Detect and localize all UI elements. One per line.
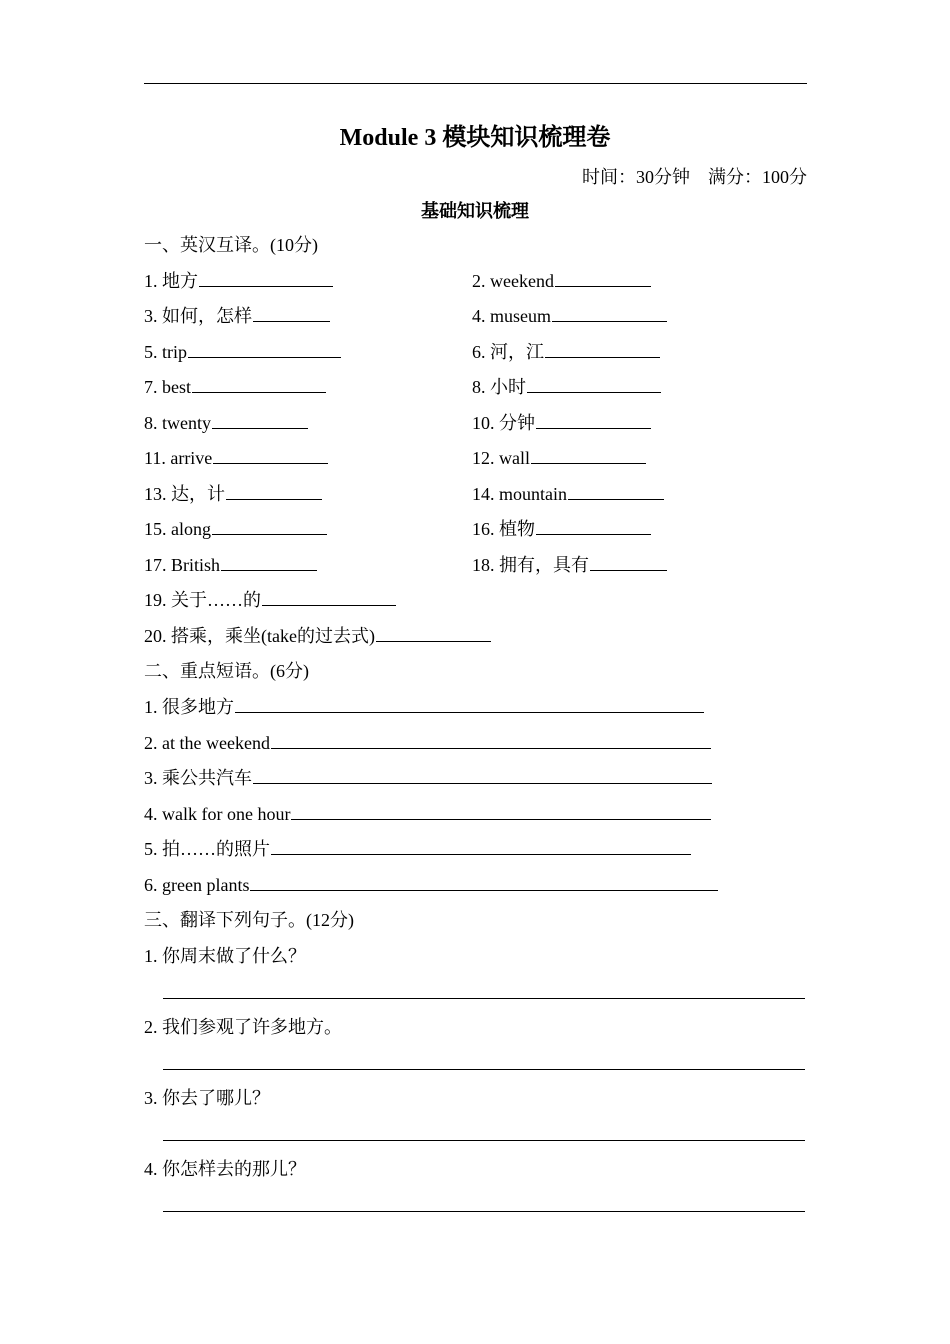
vocab-item: 14. mountain [472,481,664,507]
answer-blank[interactable] [568,498,664,500]
vocab-item: 13. 达，计 [144,481,322,507]
answer-line[interactable] [163,1069,805,1070]
answer-blank[interactable] [213,462,328,464]
sentence-prompt: 4. 你怎样去的那儿？ [144,1159,306,1179]
vocab-item: 16. 植物 [472,516,651,542]
vocab-item: 11. arrive [144,445,328,471]
answer-blank[interactable] [291,818,711,820]
phrase-item: 3. 乘公共汽车 [144,765,712,791]
answer-blank[interactable] [527,391,661,393]
answer-blank[interactable] [531,462,646,464]
answer-blank[interactable] [235,711,704,713]
answer-blank[interactable] [250,889,718,891]
vocab-item: 6. 河，江 [472,339,660,365]
vocab-item: 18. 拥有，具有 [472,552,667,578]
vocab-item: 4. museum [472,303,667,329]
vocab-item: 17. British [144,552,317,578]
vocab-item: 19. 关于……的 [144,587,396,613]
exam-meta [582,163,807,191]
vocab-item: 12. wall [472,445,646,471]
vocab-item: 3. 如何，怎样 [144,303,330,329]
section1-heading: 一、英汉互译。(10分) [144,235,318,255]
sentence-prompt: 3. 你去了哪儿？ [144,1088,270,1108]
answer-blank[interactable] [552,320,667,322]
answer-blank[interactable] [192,391,326,393]
phrase-item: 1. 很多地方 [144,694,704,720]
header-rule [144,83,807,84]
answer-blank[interactable] [226,498,322,500]
vocab-item: 20. 搭乘，乘坐(take的过去式) [144,623,491,649]
answer-blank[interactable] [536,533,651,535]
section-subtitle: 基础知识梳理 [421,201,529,221]
answer-blank[interactable] [376,640,491,642]
answer-blank[interactable] [199,285,333,287]
answer-line[interactable] [163,998,805,999]
answer-blank[interactable] [545,356,660,358]
answer-blank[interactable] [221,569,317,571]
answer-blank[interactable] [188,356,341,358]
answer-blank[interactable] [212,533,327,535]
section2-heading: 二、重点短语。(6分) [144,661,309,681]
vocab-item: 7. best [144,374,326,400]
answer-blank[interactable] [271,853,691,855]
sentence-prompt: 1. 你周末做了什么？ [144,946,306,966]
answer-blank[interactable] [271,747,711,749]
vocab-item: 2. weekend [472,268,651,294]
full-score: 满分：100分 [708,167,807,187]
answer-blank[interactable] [253,320,330,322]
vocab-item: 1. 地方 [144,268,333,294]
answer-blank[interactable] [536,427,651,429]
answer-line[interactable] [163,1140,805,1141]
vocab-item: 5. trip [144,339,341,365]
phrase-item: 4. walk for one hour [144,801,711,827]
page-title: Module 3 模块知识梳理卷 [339,125,611,151]
vocab-item: 10. 分钟 [472,410,651,436]
answer-blank[interactable] [555,285,651,287]
answer-blank[interactable] [262,604,396,606]
section3-heading: 三、翻译下列句子。(12分) [144,910,354,930]
phrase-item: 6. green plants [144,872,718,898]
time-limit: 时间：30分钟 [582,167,690,187]
vocab-item: 8. twenty [144,410,308,436]
answer-blank[interactable] [212,427,308,429]
phrase-item: 5. 拍……的照片 [144,836,691,862]
phrase-item: 2. at the weekend [144,730,711,756]
answer-blank[interactable] [590,569,667,571]
vocab-item: 15. along [144,516,327,542]
sentence-prompt: 2. 我们参观了许多地方。 [144,1017,342,1037]
vocab-item: 8. 小时 [472,374,661,400]
answer-blank[interactable] [253,782,712,784]
answer-line[interactable] [163,1211,805,1212]
